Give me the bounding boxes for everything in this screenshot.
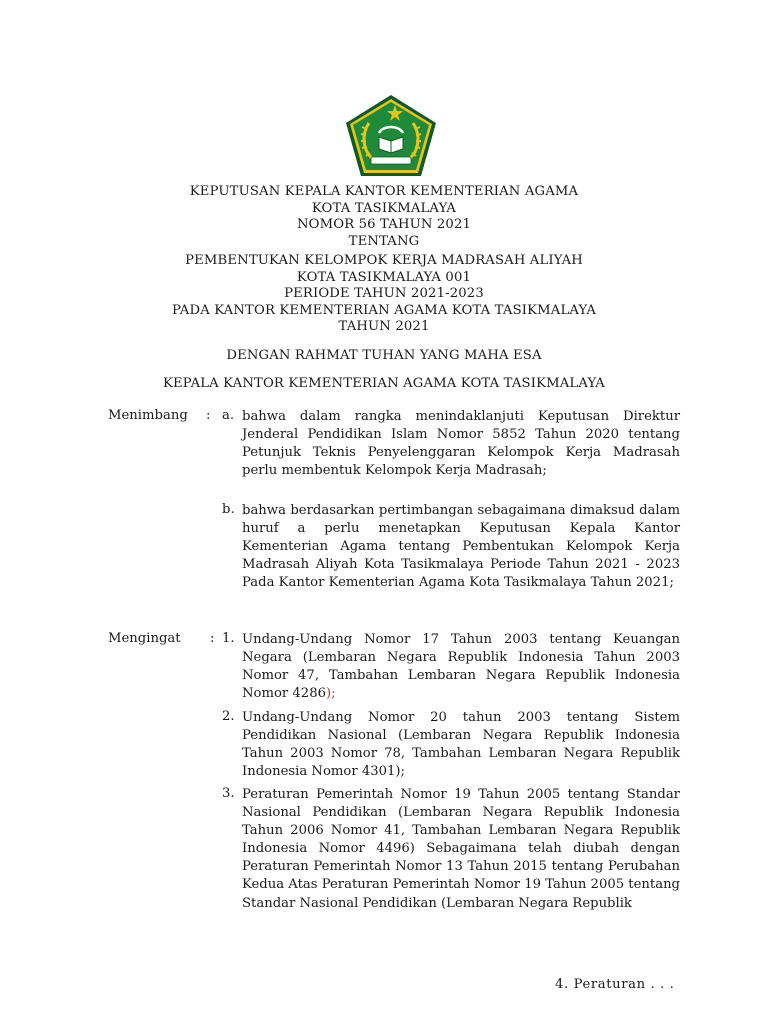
section-mengingat [108,631,680,951]
item-marker: 1. [222,631,235,646]
decree-subject [0,253,768,336]
item-text [242,631,680,703]
item-marker: 3. [222,786,235,801]
title-line: NOMOR 56 TAHUN 2021 [296,217,472,232]
item-text: bahwa dalam rangka menindaklanjuti Keputusan Direktur Jenderal Pendidikan Islam Nomor 5852 Tahun 2020 tentang Petunjuk Teknis Penyelenggaran Kelompok Kerja Madrasah perlu membentuk Kelompok Kerja Madrasah; [242,409,680,479]
subject-line: TAHUN 2021 [338,319,430,334]
title-line: TENTANG [348,233,420,249]
item-text: Undang-Undang Nomor 20 tahun 2003 tentang Sistem Pendidikan Nasional (Lembaran Negara Republik Indonesia Tahun 2003 Nomor 78, Tambahan Lembaran Negara Republik Indonesia Nomor 4301); [242,710,680,780]
subject-line: PERIODE TAHUN 2021-2023 [284,286,484,301]
item-text: bahwa berdasarkan pertimbangan sebagaimana dimaksud dalam huruf a perlu menetapkan Keputusan Kepala Kantor Kementerian Agama tentang Pembentukan Kelompok Kerja Madrasah Aliyah Kota Tasikmalaya Periode Tahun 2021 - 2023 Pada Kantor Kementerian Agama Kota Tasikmalaya Tahun 2021; [242,503,680,591]
preamble-line: DENGAN RAHMAT TUHAN YANG MAHA ESA [226,348,542,363]
subject-line: PEMBENTUKAN KELOMPOK KERJA MADRASAH ALIYAH [185,253,583,268]
subject-line: KOTA TASIKMALAYA 001 [296,269,472,285]
section-label: Menimbang [108,408,188,423]
item-text-tail: ); [325,686,336,702]
section-colon: : [206,408,211,423]
section-label: Mengingat [108,631,181,646]
item-marker: 2. [222,709,235,724]
decree-title [0,184,768,250]
title-line: KOTA TASIKMALAYA [311,200,457,216]
subject-line: PADA KANTOR KEMENTERIAN AGAMA KOTA TASIKMALAYA [171,302,596,318]
kemenag-emblem-icon [343,93,439,179]
preamble-line: KEPALA KANTOR KEMENTERIAN AGAMA KOTA TASIKMALAYA [163,376,605,391]
section-colon: : [210,631,215,646]
section-menimbang [108,408,680,608]
continuation-note: 4. Peraturan . . . [555,977,675,992]
item-marker: b. [222,502,235,517]
preamble [0,345,768,395]
item-marker: a. [222,408,235,423]
item-text: Peraturan Pemerintah Nomor 19 Tahun 2005 tentang Standar Nasional Pendidikan (Lembaran Negara Republik Indonesia Tahun 2006 Nomor 41, Tambahan Lembaran Negara Republik Indonesia Nomor 4496) Sebagaimana telah diubah dengan Peraturan Pemerintah Nomor 13 Tahun 2015 tentang Perubahan Kedua Atas Peraturan Pemerintah Nomor 19 Tahun 2005 tentang Standar Nasional Pendidikan (Lembaran Negara Republik [242,787,680,911]
item-text-body: Undang-Undang Nomor 17 Tahun 2003 tentang Keuangan Negara (Lembaran Negara Republik Indonesia Tahun 2003 Nomor 47, Tambahan Lembaran Negara Republik Indonesia Nomor 4286 [242,632,680,702]
title-line: KEPUTUSAN KEPALA KANTOR KEMENTERIAN AGAMA [189,184,579,199]
